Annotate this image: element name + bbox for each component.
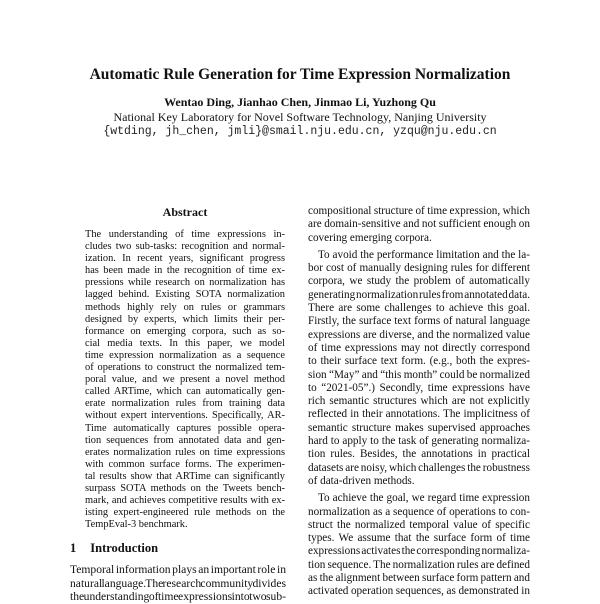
text-line: mark, and achieves competitive results with ex- bbox=[85, 495, 285, 507]
text-line: To achieve the goal, we regard time expression bbox=[318, 492, 530, 505]
text-line: poral value, and we present a novel method bbox=[85, 374, 285, 386]
paragraph bbox=[308, 249, 530, 488]
text-line: designed by experts, which limits their per- bbox=[85, 313, 285, 325]
text-line: TempEval-3 benchmark. bbox=[85, 519, 188, 531]
text-line: generating normalization rules from annotated data. bbox=[308, 288, 530, 301]
text-line: To avoid the performance limitation and the la- bbox=[318, 248, 530, 261]
text-line: There are some challenges to achieve this goal. bbox=[308, 302, 530, 315]
text-line: Firstly, the surface text forms of natural language bbox=[308, 315, 530, 328]
text-line: erate normalization rules from training data bbox=[85, 398, 285, 410]
text-line: datasets are noisy, which challenges the robustness bbox=[308, 461, 530, 474]
text-line: the understanding of time expressions into two sub- bbox=[70, 590, 286, 604]
text-line: The understanding of time expressions in- bbox=[85, 229, 285, 240]
text-line: sion “May” and “this month” could be normalized bbox=[308, 368, 530, 381]
abstract-heading: Abstract bbox=[162, 205, 208, 219]
paragraph bbox=[308, 205, 530, 245]
text-line: without expert interventions. Specifically, AR- bbox=[85, 410, 285, 422]
text-line: erates normalization rules on time expressions bbox=[85, 446, 285, 458]
text-line: with common surface forms. The experimen- bbox=[85, 458, 285, 470]
text-line: reflected in their annotations. The implicitness of bbox=[308, 408, 530, 421]
text-line: cludes two sub-tasks: recognition and normal- bbox=[85, 241, 285, 253]
paragraph bbox=[308, 492, 530, 598]
text-line: natural language. The research community divides bbox=[70, 576, 286, 590]
text-line: covering emerging corpora. bbox=[308, 231, 432, 244]
text-line: Time automatically captures possible opera- bbox=[85, 422, 285, 434]
text-line: expressions are diverse, and the normalized value bbox=[308, 328, 530, 341]
text-line: bor cost of manually designing rules for different bbox=[308, 262, 530, 275]
text-line: ization. In recent years, significant progress bbox=[85, 253, 285, 265]
text-line: isting expert-engineered rule methods on the bbox=[85, 507, 285, 519]
text-line: corpora, we study the problem of automatically bbox=[308, 275, 530, 288]
section-number: 1 bbox=[70, 541, 77, 555]
text-line: tion sequence. The normalization rules are defined bbox=[308, 558, 530, 571]
section-title: Introduction bbox=[90, 541, 159, 555]
text-line: struct the normalized temporal value of specific bbox=[308, 518, 530, 531]
text-line: types. We assume that the surface form of time bbox=[308, 532, 530, 545]
text-line: normalization as a sequence of operations to con- bbox=[308, 505, 530, 518]
text-line: to “2021-05”.) Secondly, time expressions have bbox=[308, 381, 530, 394]
text-line: tion rules. Besides, the annotations in practical bbox=[308, 448, 530, 461]
text-line: time expression normalization as a sequence bbox=[85, 349, 285, 361]
text-line: formance on emerging corpora, such as so- bbox=[85, 325, 285, 337]
text-line: tion sequences from annotated data and gen- bbox=[85, 434, 285, 446]
text-line: lagged behind. Existing SOTA normalization bbox=[85, 289, 285, 301]
author-list: Wentao Ding, Jianhao Chen, Jinmao Li, Yuzhong Qu bbox=[164, 95, 436, 109]
text-line: semantic structure makes supervised approaches bbox=[308, 421, 530, 434]
text-line: cial media texts. In this paper, we model bbox=[85, 337, 285, 349]
text-line: surpass SOTA methods on the Tweets bench- bbox=[85, 482, 285, 494]
text-line: are domain-sensitive and not sufficient enough on bbox=[308, 218, 530, 231]
text-line: of operations to construct the normalized tem- bbox=[85, 362, 285, 374]
section-heading-introduction bbox=[70, 541, 172, 556]
text-line: called ARTime, which can automatically gen- bbox=[85, 386, 285, 398]
text-line: activated operation sequences, as demonstrated in bbox=[308, 585, 530, 598]
text-line: tal results show that ARTime can significantly bbox=[85, 470, 285, 482]
text-line: pressions while research on normalization has bbox=[85, 277, 285, 289]
abstract-body bbox=[85, 229, 285, 531]
text-line: hard to apply to the task of generating normaliza- bbox=[308, 435, 530, 448]
text-line: compositional structure of time expression, which bbox=[308, 205, 530, 217]
paper-title: Automatic Rule Generation for Time Expression Normalization bbox=[89, 66, 511, 83]
text-line: as the alignment between surface form pattern and bbox=[308, 572, 530, 585]
text-line: of data-driven methods. bbox=[308, 474, 415, 487]
text-line: to their surface text form. (e.g., both the expres- bbox=[308, 355, 530, 368]
introduction-body bbox=[70, 563, 286, 604]
text-line: of time expressions may not directly correspond bbox=[308, 341, 530, 354]
affiliation: National Key Laboratory for Novel Software Technology, Nanjing University bbox=[113, 110, 487, 124]
text-line: methods highly rely on rules or grammars bbox=[85, 301, 285, 313]
text-line: Temporal information plays an important role in bbox=[70, 563, 286, 576]
text-line: expressions activates the corresponding normaliza- bbox=[308, 545, 530, 558]
text-line: has been made in the recognition of time ex- bbox=[85, 265, 285, 277]
text-line: rich semantic structures which are not explicitly bbox=[308, 395, 530, 408]
author-emails: {wtding, jh_chen, jmli}@smail.nju.edu.cn, yzqu@nju.edu.cn bbox=[103, 125, 497, 138]
right-column-body bbox=[308, 205, 530, 599]
